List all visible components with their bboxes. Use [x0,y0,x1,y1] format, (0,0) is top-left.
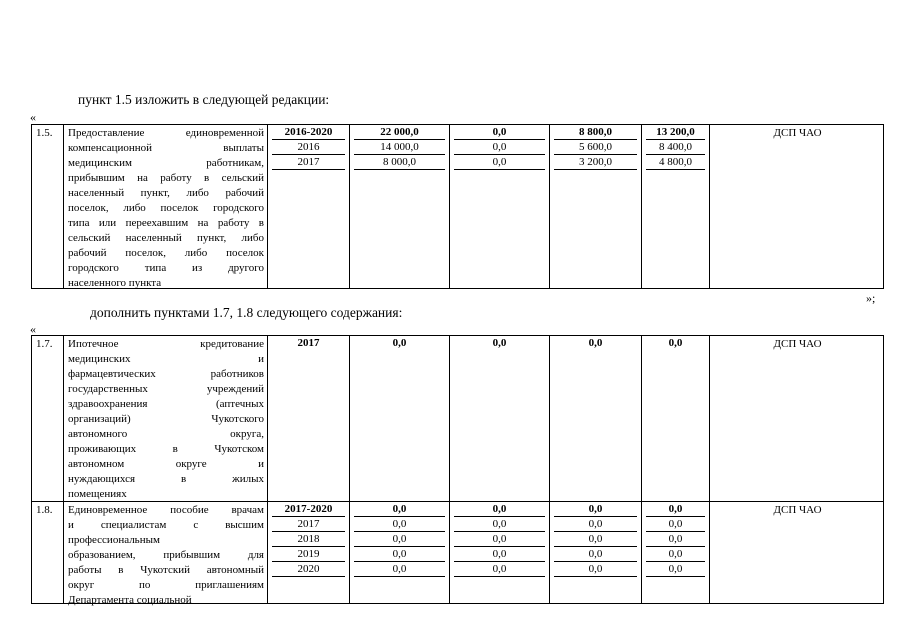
amount-cell-c1: 0,0 [354,532,445,547]
open-quote-2: « [30,322,36,336]
year-cell: 2020 [272,562,345,577]
amount-cell-c3: 0,0 [554,532,637,547]
column-divider [709,125,710,288]
amount-cell-c2: 0,0 [454,532,545,547]
column-divider [549,336,550,603]
row-description [68,337,264,502]
year-cell: 2017 [272,155,345,170]
amount-cell-c2: 0,0 [454,562,545,577]
amount-cell-c4: 13 200,0 [646,125,705,140]
amount-cell-c4: 0,0 [646,517,705,532]
column-divider [449,125,450,288]
year-cell: 2017-2020 [272,502,345,517]
amount-cell-c2: 0,0 [492,337,507,349]
amount-cell-c4: 0,0 [646,532,705,547]
amount-cell-c1: 0,0 [354,502,445,517]
description-line: типа или переехавшим на работу в [68,217,264,229]
column-divider [63,125,64,288]
open-quote-1: « [30,110,36,124]
description-line: городского типа из другого [68,262,264,274]
amount-cell-c1: 14 000,0 [354,140,445,155]
description-line: поселок, либо поселок городского [68,202,264,214]
description-line: компенсационной выплаты [68,142,264,154]
amount-cell-c3: 0,0 [554,562,637,577]
amount-cell-c2: 0,0 [454,140,545,155]
amount-cell-c1: 0,0 [354,517,445,532]
amount-cell-c2: 0,0 [454,547,545,562]
column-divider [641,336,642,603]
amount-cell-c3: 5 600,0 [554,140,637,155]
column-divider [641,125,642,288]
executor-cell: ДСП ЧАО [773,127,822,139]
year-cell: 2017 [272,517,345,532]
amount-cell-c4: 0,0 [646,547,705,562]
description-line: Единовременное пособие врачам [68,504,264,516]
intro-text-2: дополнить пунктами 1.7, 1.8 следующего содержания: [90,305,403,320]
description-line: Ипотечное кредитование [68,338,264,350]
amount-cell-c3: 3 200,0 [554,155,637,170]
description-line: округ по приглашениям [68,579,264,591]
amount-cell-c3: 0,0 [554,517,637,532]
description-line: медицинских и [68,353,264,365]
row-description [68,503,264,608]
amount-cell-c1: 22 000,0 [354,125,445,140]
description-line: профессиональным [68,534,160,546]
amount-cell-c1: 8 000,0 [354,155,445,170]
column-divider [349,125,350,288]
description-line: Департамента социальной [68,594,192,606]
description-line: прибывшим на работу в сельский [68,172,264,184]
amount-cell-c3: 0,0 [554,502,637,517]
description-line: автономного округа, [68,428,264,440]
description-line: организаций) Чукотского [68,413,264,425]
amount-cell-c4: 4 800,0 [646,155,705,170]
amount-cell-c4: 8 400,0 [646,140,705,155]
column-divider [267,125,268,288]
amount-cell-c3: 0,0 [554,547,637,562]
year-cell: 2016 [272,140,345,155]
row-description [68,126,264,291]
intro-text-1: пункт 1.5 изложить в следующей редакции: [78,92,330,107]
table-section-1 [31,124,884,289]
column-divider [349,336,350,603]
column-divider [63,336,64,603]
amount-cell-c4: 0,0 [646,502,705,517]
amount-cell-c4: 0,0 [646,562,705,577]
description-line: медицинским работникам, [68,157,264,169]
amount-cell-c1: 0,0 [354,547,445,562]
row-number: 1.7. [36,338,53,350]
close-quote: »; [866,291,876,305]
amount-cell-c3: 0,0 [588,337,603,349]
description-line: проживающих в Чукотском [68,443,264,455]
column-divider [549,125,550,288]
description-line: фармацевтических работников [68,368,264,380]
amount-cell-c3: 8 800,0 [554,125,637,140]
amount-cell-c1: 0,0 [354,562,445,577]
column-divider [709,336,710,603]
description-line: и специалистам с высшим [68,519,264,531]
row-number: 1.5. [36,127,53,139]
year-cell: 2016-2020 [272,125,345,140]
amount-cell-c2: 0,0 [454,517,545,532]
executor-cell: ДСП ЧАО [773,504,822,516]
description-line: сельский населенный пункт, либо [68,232,264,244]
year-cell: 2018 [272,532,345,547]
description-line: населенный пункт, либо рабочий [68,187,264,199]
description-line: нуждающихся в жилых [68,473,264,485]
description-line: работы в Чукотский автономный [68,564,264,576]
amount-cell-c4: 0,0 [668,337,683,349]
description-line: здравоохранения (аптечных [68,398,264,410]
description-line: помещениях [68,488,127,500]
column-divider [449,336,450,603]
amount-cell-c2: 0,0 [454,155,545,170]
description-line: государственных учреждений [68,383,264,395]
description-line: рабочий поселок, либо поселок [68,247,264,259]
amount-cell-c1: 0,0 [392,337,407,349]
description-line: населенного пункта [68,277,162,289]
amount-cell-c2: 0,0 [454,502,545,517]
column-divider [267,336,268,603]
table-section-2 [31,335,884,604]
description-line: Предоставление единовременной [68,127,264,139]
description-line: автономном округе и [68,458,264,470]
description-line: образованием, прибывшим для [68,549,264,561]
year-cell: 2017 [297,337,320,349]
year-cell: 2019 [272,547,345,562]
amount-cell-c2: 0,0 [454,125,545,140]
row-number: 1.8. [36,504,53,516]
executor-cell: ДСП ЧАО [773,338,822,350]
